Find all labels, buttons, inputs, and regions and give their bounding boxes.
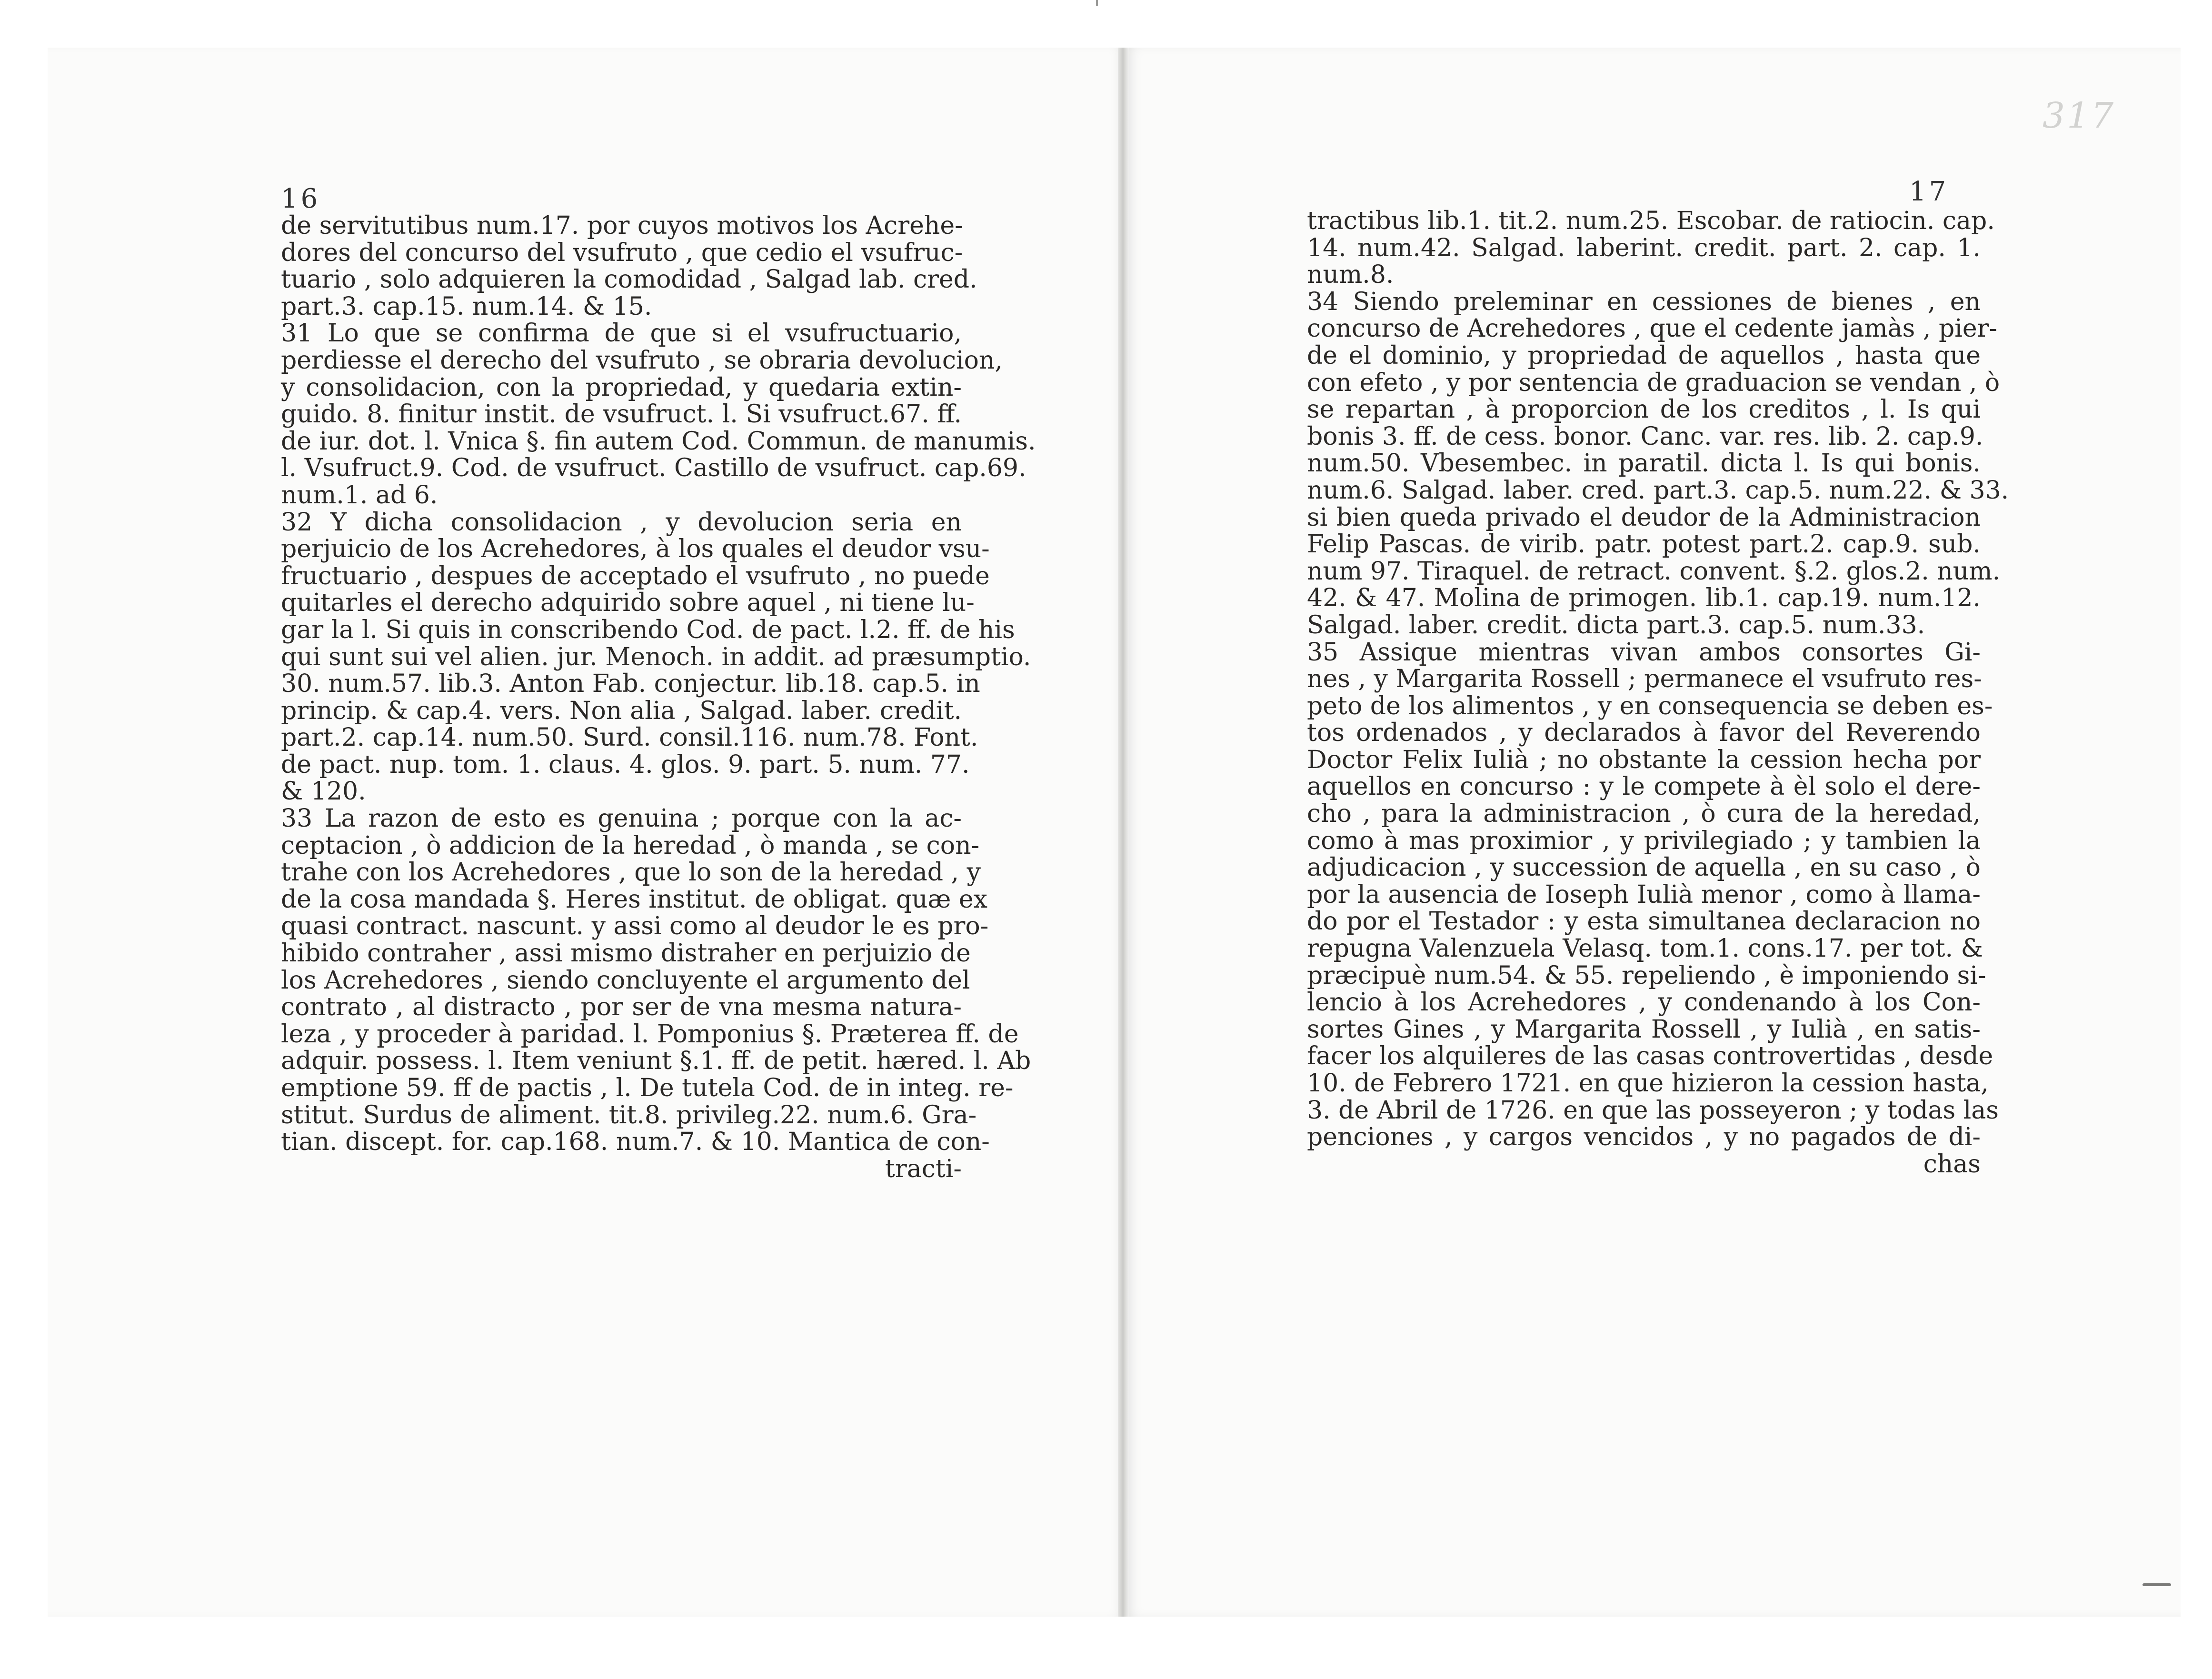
right-page-text [1307,207,2009,1179]
text-line: quasi contract. nascunt. y assi como al deudor le es pro- [281,912,989,941]
text-line: num.6. Salgad. laber. cred. part.3. cap.5. num.22. & 33. [1307,476,2009,505]
text-line: do por el Testador : y esta simultanea declaracion no [1307,907,1981,936]
text-line: num.50. Vbesembec. in paratil. dicta l. Is qui bonis. [1307,449,1981,478]
book-gutter [1118,48,1129,1617]
text-line: bonis 3. ff. de cess. bonor. Canc. var. res. lib. 2. cap.9. [1307,422,1983,451]
text-line: los Acrehedores , siendo concluyente el argumento del [281,966,970,995]
page-edge-mark [2142,1583,2171,1586]
text-line: si bien queda privado el deudor de la Administracion [1307,503,1981,532]
text-line: 42. & 47. Molina de primogen. lib.1. cap.19. num.12. [1307,584,1981,613]
right-page-number: 17 [1909,176,1949,207]
text-line: peto de los alimentos , y en consequencia se deben es- [1307,691,1993,720]
text-line: 34 Siendo preleminar en cessiones de bienes , en [1307,287,1981,316]
text-line: lencio à los Acrehedores , y condenando à los Con- [1307,988,1981,1017]
text-line: 35 Assique mientras vivan ambos consortes Gi- [1307,638,1981,667]
text-line: num.1. ad 6. [281,480,438,510]
text-line: Felip Pascas. de virib. patr. potest part.2. cap.9. sub. [1307,530,1981,559]
text-line: num 97. Tiraquel. de retract. convent. §.2. glos.2. num. [1307,557,2001,586]
text-line: ceptacion , ò addicion de la heredad , ò manda , se con- [281,831,980,860]
text-line: 33 La razon de esto es genuina ; porque con la ac- [281,804,962,833]
left-page-text [281,211,1036,1183]
text-line: tos ordenados , y declarados à favor del Reverendo [1307,719,1981,748]
text-line: penciones , y cargos vencidos , y no pagados de di- [1307,1123,1981,1152]
text-line: præcipuè num.54. & 55. repeliendo , è imponiendo si- [1307,961,1986,990]
text-line: hibido contraher , assi mismo distraher en perjuizio de [281,939,971,968]
text-line: de iur. dot. l. Vnica §. fin autem Cod. Commun. de manumis. [281,427,1036,456]
text-line: tian. discept. for. cap.168. num.7. & 10. Mantica de con- [281,1128,990,1157]
text-line: por la ausencia de Ioseph Iulià menor , como à llama- [1307,880,1981,909]
text-line: de servitutibus num.17. por cuyos motivos los Acrehe- [281,211,963,240]
text-line: 14. num.42. Salgad. laberint. credit. part. 2. cap. 1. [1307,233,1981,262]
text-line: & 120. [281,777,366,806]
text-line: quitarles el derecho adquirido sobre aquel , ni tiene lu- [281,589,975,618]
text-line: sortes Gines , y Margarita Rossell , y Iulià , en satis- [1307,1015,1981,1044]
text-line: adquir. possess. l. Item veniunt §.1. ff. de petit. hæred. l. Ab [281,1047,1031,1076]
text-line: de el dominio, y propriedad de aquellos , hasta que [1307,341,1981,370]
text-line: contrato , al distracto , por ser de vna mesma natura- [281,993,962,1022]
text-line: se repartan , à proporcion de los creditos , l. Is qui [1307,395,1981,424]
text-line: num.8. [1307,260,1394,290]
text-line: perjuicio de los Acrehedores, à los quales el deudor vsu- [281,535,990,564]
text-line: 3. de Abril de 1726. en que las posseyeron ; y todas las [1307,1096,1999,1125]
text-line: qui sunt sui vel alien. jur. Menoch. in addit. ad præsumptio. [281,642,1031,671]
text-line: 31 Lo que se confirma de que si el vsufructuario, [281,319,962,348]
folio-mark: 317 [2043,95,2116,136]
text-line: chas [1923,1149,1981,1179]
text-line: y consolidacion, con la propriedad, y quedaria extin- [281,373,962,402]
text-line: de pact. nup. tom. 1. claus. 4. glos. 9. part. 5. num. 77. [281,750,970,779]
text-line: part.3. cap.15. num.14. & 15. [281,292,652,321]
text-line: stitut. Surdus de aliment. tit.8. privileg.22. num.6. Gra- [281,1100,977,1129]
text-line: de la cosa mandada §. Heres institut. de obligat. quæ ex [281,885,987,914]
text-line: Salgad. laber. credit. dicta part.3. cap.5. num.33. [1307,610,1925,640]
text-line: aquellos en concurso : y le compete à èl solo el dere- [1307,772,1981,801]
text-line: guido. 8. finitur instit. de vsufruct. l. Si vsufruct.67. ff. [281,400,962,429]
text-line: adjudicacion , y succession de aquella , en su caso , ò [1307,853,1981,882]
text-line: part.2. cap.14. num.50. Surd. consil.116. num.78. Font. [281,723,978,752]
text-line: l. Vsufruct.9. Cod. de vsufruct. Castillo de vsufruct. cap.69. [281,454,1026,483]
text-line: 30. num.57. lib.3. Anton Fab. conjectur. lib.18. cap.5. in [281,670,980,699]
scan-edge-mark [1096,0,1098,6]
text-line: perdiesse el derecho del vsufruto , se obraria devolucion, [281,346,1003,375]
text-line: emptione 59. ff de pactis , l. De tutela Cod. de in integ. re- [281,1074,1014,1102]
text-line: trahe con los Acrehedores , que lo son de la heredad , y [281,858,981,887]
text-line: concurso de Acrehedores , que el cedente jamàs , pier- [1307,314,1998,343]
text-line: facer los alquileres de las casas controvertidas , desde [1307,1042,1993,1071]
text-line: leza , y proceder à paridad. l. Pomponius §. Præterea ff. de [281,1019,1019,1049]
text-line: 10. de Febrero 1721. en que hizieron la cession hasta, [1307,1069,1989,1098]
text-line: 32 Y dicha consolidacion , y devolucion seria en [281,508,962,537]
text-line: gar la l. Si quis in conscribendo Cod. de pact. l.2. ff. de his [281,615,1015,644]
text-line: Doctor Felix Iulià ; no obstante la cession hecha por [1307,745,1981,774]
text-line: princip. & cap.4. vers. Non alia , Salgad. laber. credit. [281,696,962,725]
text-line: como à mas proximior , y privilegiado ; y tambien la [1307,826,1981,855]
left-page-number: 16 [281,183,321,214]
text-line: dores del concurso del vsufruto , que cedio el vsufruc- [281,238,963,267]
text-line: cho , para la administracion , ò cura de la heredad, [1307,800,1981,829]
text-line: repugna Valenzuela Velasq. tom.1. cons.17. per tot. & [1307,934,1983,963]
text-line: tractibus lib.1. tit.2. num.25. Escobar. de ratiocin. cap. [1307,207,1995,235]
text-line: tuario , solo adquieren la comodidad , Salgad lab. cred. [281,265,977,294]
text-line: tracti- [885,1154,962,1183]
text-line: fructuario , despues de acceptado el vsufruto , no puede [281,561,990,590]
text-line: con efeto , y por sentencia de graduacion se vendan , ò [1307,368,2000,397]
text-line: nes , y Margarita Rossell ; permanece el vsufruto res- [1307,665,1982,694]
